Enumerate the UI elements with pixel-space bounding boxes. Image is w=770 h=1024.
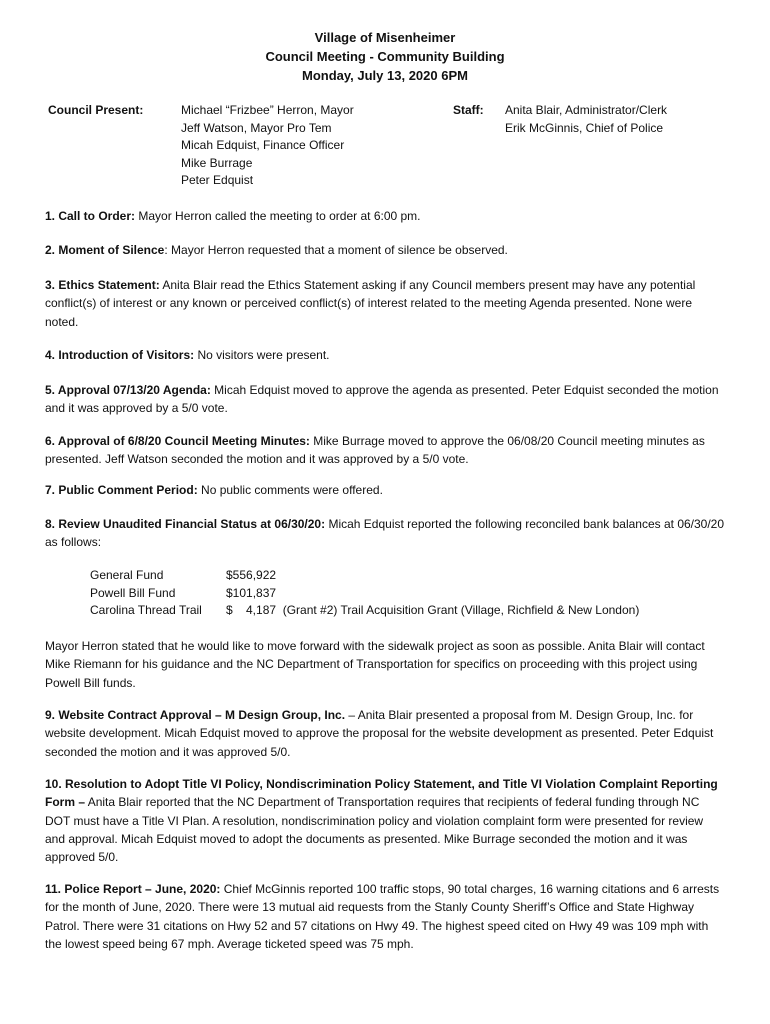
item-text: Micah Edquist reported the following reconciled bank balances at 06/30/20 as follows: [45, 517, 725, 550]
agenda-item-website-contract [45, 706, 725, 761]
staff-list [505, 102, 667, 137]
staff-member: Erik McGinnis, Chief of Police [505, 120, 664, 135]
item-heading: 3. Ethics Statement: [45, 278, 160, 292]
item-text: Anita Blair reported that the NC Department of Transportation requires that recipients of federal funding through NC DOT must have a Title VI Plan. A resolution, nondiscrimination policy and violation complaint form were presented for review and approval. Micah Edquist moved to adopt the documents as presented. Mike Burrage seconded the motion and it was approved 5/0. [45, 795, 704, 865]
agenda-item-approve-minutes [45, 432, 725, 469]
fund-amount: $ 4,187 (Grant #2) Trail Acquisition Grant (Village, Richfield & New London) [226, 603, 640, 617]
fund-row [90, 585, 639, 603]
item-heading: 9. Website Contract Approval – M Design Group, Inc. [45, 708, 346, 722]
item-text: Mayor Herron stated that he would like to move forward with the sidewalk project as soon as possible. Anita Blair will contact Mike Riemann for his guidance and the NC Department of Transportation for specifics on proceeding with this project using Powell Bill funds. [45, 639, 705, 690]
council-list [181, 102, 354, 190]
item-heading: 4. Introduction of Visitors: [45, 348, 195, 362]
fund-name: Powell Bill Fund [90, 585, 176, 600]
agenda-item-ethics-statement [45, 276, 725, 331]
fund-name: Carolina Thread Trail [90, 603, 202, 617]
item-text: Micah Edquist moved to approve the agenda as presented. Peter Edquist seconded the motion and it was approved by a 5/0 vote. [45, 383, 719, 416]
council-present-label: Council Present: [48, 103, 144, 117]
item-text: Anita Blair read the Ethics Statement asking if any Council members present may have any potential conflict(s) of interest or any known or perceived conflict(s) of interest related to the meeting Agenda presented. None were noted. [45, 278, 696, 329]
sidewalk-paragraph [45, 637, 725, 692]
council-member: Jeff Watson, Mayor Pro Tem [181, 120, 332, 135]
agenda-item-public-comment [45, 481, 725, 499]
item-text: Mike Burrage moved to approve the 06/08/20 Council meeting minutes as presented. Jeff Watson seconded the motion and it was approved by a 5/0 vote. [45, 434, 705, 467]
item-text: No visitors were present. [194, 348, 330, 362]
item-heading: 8. Review Unaudited Financial Status at 06/30/20: [45, 517, 326, 531]
fund-amount: $101,837 [226, 585, 277, 600]
fund-row [90, 567, 639, 585]
agenda-item-financial-status [45, 515, 725, 552]
staff-label: Staff: [453, 103, 484, 117]
document-header [0, 28, 770, 85]
agenda-item-police-report [45, 880, 725, 953]
item-text: : Mayor Herron requested that a moment of silence be observed. [164, 243, 508, 257]
council-member: Micah Edquist, Finance Officer [181, 138, 345, 153]
council-member: Michael “Frizbee” Herron, Mayor [181, 103, 354, 117]
item-heading: 11. Police Report – June, 2020: [45, 882, 221, 896]
header-subtitle: Council Meeting - Community Building [265, 49, 505, 64]
item-heading: 1. Call to Order: [45, 209, 136, 223]
item-text: Chief McGinnis reported 100 traffic stops, 90 total charges, 16 warning citations and 6 arrests for the month of June, 2020. There were 13 mutual aid requests from the Stanly County Sheriff’s Office and State Highway Patrol. There were 31 citations on Hwy 52 and 57 citations on Hwy 49. The highest speed cited on Hwy 49 was 109 mph with the lowest speed being 67 mph. Average ticketed speed was 75 mph. [45, 882, 720, 951]
fund-name: General Fund [90, 568, 164, 582]
item-text: No public comments were offered. [197, 483, 383, 497]
council-member: Peter Edquist [181, 173, 254, 188]
agenda-item-moment-of-silence [45, 241, 725, 259]
item-text: – Anita Blair presented a proposal from M. Design Group, Inc. for website development. Micah Edquist moved to approve the proposal for the website development as presented. Peter Edquist seconded the motion and it was approved 5/0. [45, 708, 714, 759]
fund-amount: $556,922 [226, 568, 277, 582]
fund-row [90, 602, 639, 620]
header-title: Village of Misenheimer [314, 30, 456, 45]
agenda-item-visitors [45, 346, 725, 364]
item-heading: 2. Moment of Silence [45, 243, 165, 257]
item-heading: 10. Resolution to Adopt Title VI Policy, Nondiscrimination Policy Statement, and Title VI Violation Complaint Reporting Form – [45, 777, 718, 810]
agenda-item-title-vi-resolution [45, 775, 725, 866]
fund-balance-table [90, 567, 639, 620]
agenda-item-call-to-order [45, 207, 725, 225]
item-heading: 7. Public Comment Period: [45, 483, 198, 497]
header-date: Monday, July 13, 2020 6PM [302, 68, 468, 83]
staff-member: Anita Blair, Administrator/Clerk [505, 103, 668, 117]
item-heading: 5. Approval 07/13/20 Agenda: [45, 383, 211, 397]
agenda-item-approve-agenda [45, 381, 725, 418]
item-text: Mayor Herron called the meeting to order at 6:00 pm. [135, 209, 421, 223]
council-member: Mike Burrage [181, 155, 253, 170]
item-heading: 6. Approval of 6/8/20 Council Meeting Minutes: [45, 434, 310, 448]
